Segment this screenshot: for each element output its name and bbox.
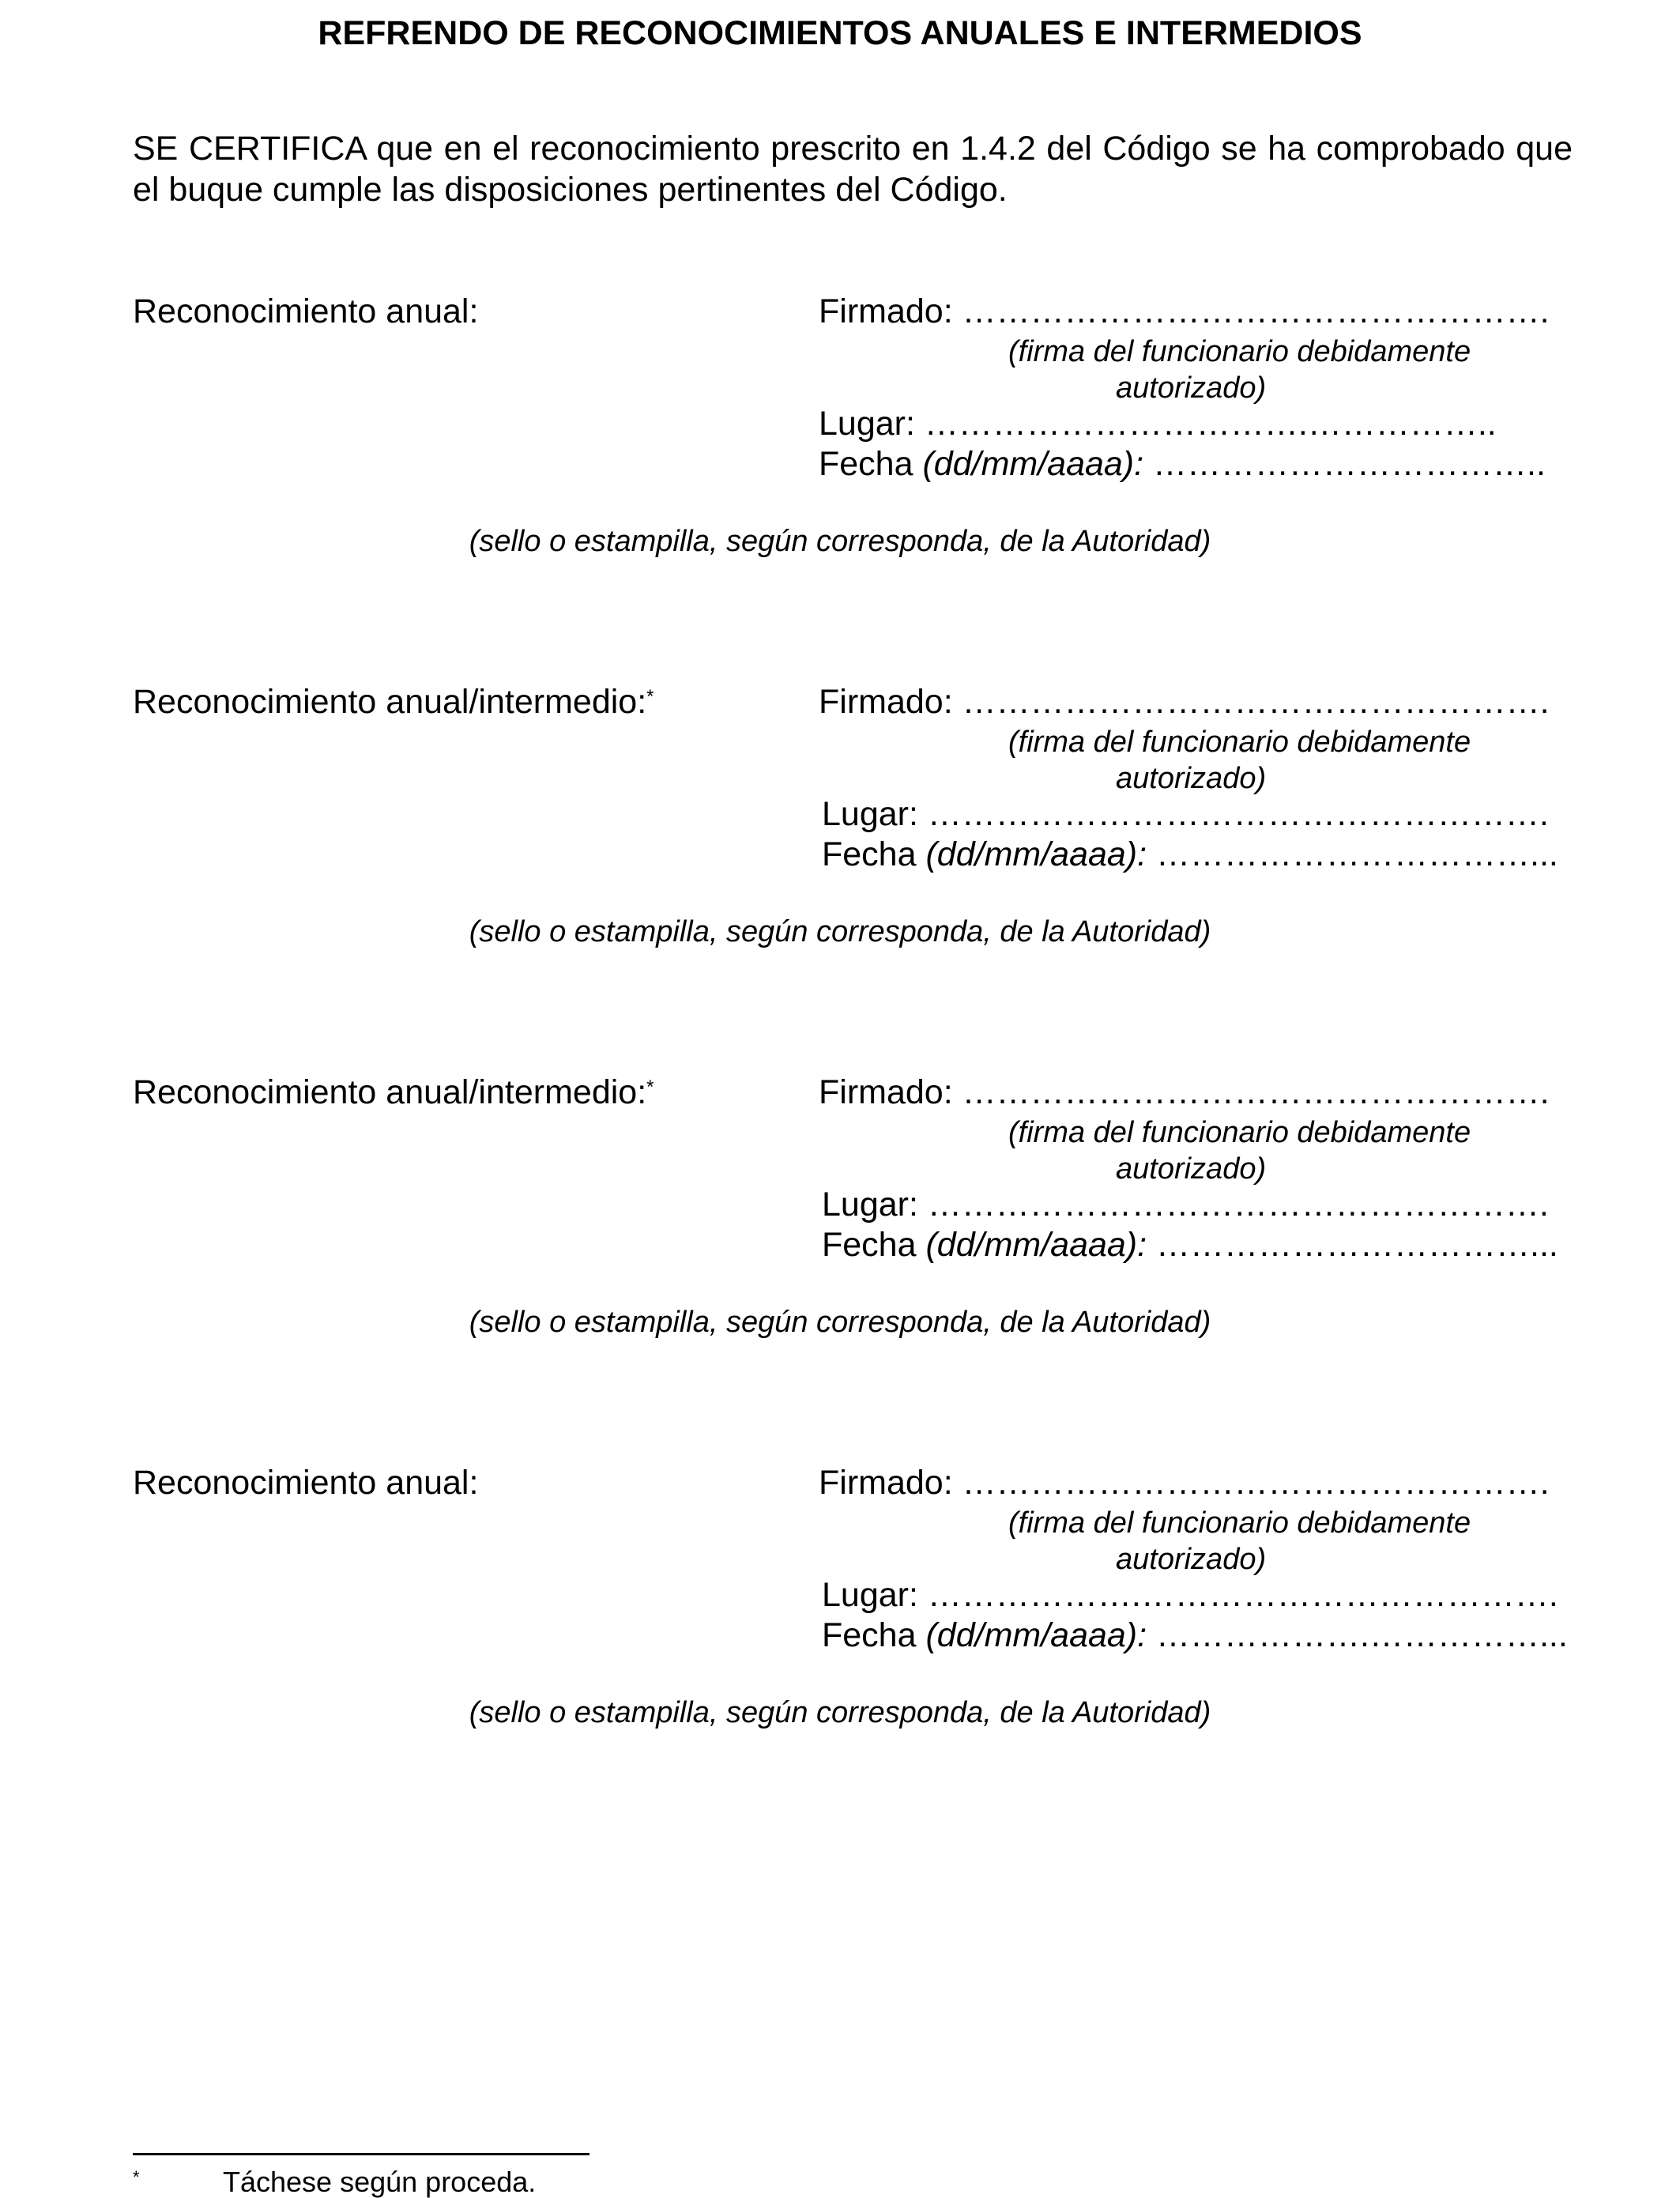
seal-note: (sello o estampilla, según corresponda, de la Autoridad) [469,1696,1211,1729]
survey-type-label [133,1072,654,1113]
seal-note: (sello o estampilla, según corresponda, de la Autoridad) [469,525,1211,558]
date-format: (dd/mm/aaaa): [922,445,1144,483]
endorsement-section [0,291,1680,623]
certification-paragraph: SE CERTIFICA que en el reconocimiento prescrito en 1.4.2 del Código se ha comprobado que el buque cumple las disposiciones pertinentes del Código. [133,130,1573,209]
document-title: REFRENDO DE RECONOCIMIENTOS ANUALES E INTERMEDIOS [318,14,1362,52]
place-field[interactable]: ……………….………………………………. [927,1576,1558,1614]
place-label: Lugar: [822,1186,918,1223]
date-label: Fecha [822,1616,917,1654]
endorsement-section [0,1462,1680,1794]
signature-field[interactable]: ……………………………………………. [962,1073,1550,1111]
date-label: Fecha [819,445,913,483]
signature-note-continued: autorizado) [1116,1152,1267,1186]
footnote-separator [133,2153,590,2155]
signed-line [819,291,1550,332]
survey-type-label [133,1462,478,1503]
signed-line [819,681,1550,722]
survey-type-text: Reconocimiento anual/intermedio: [133,1073,647,1111]
date-line [822,1224,1558,1265]
footnote-mark: * [133,2167,140,2187]
date-line [822,834,1558,875]
signed-label: Firmado: [819,292,953,330]
date-format: (dd/mm/aaaa): [925,1226,1147,1264]
footnote-text: Táchese según proceda. [223,2166,537,2198]
place-line [822,1184,1549,1225]
signed-line [819,1072,1550,1113]
signature-note-continued: autorizado) [1116,371,1267,405]
signature-note-continued: autorizado) [1116,762,1267,795]
signature-note: (firma del funcionario debidamente [1008,1116,1471,1149]
seal-note: (sello o estampilla, según corresponda, de la Autoridad) [469,1306,1211,1339]
place-line [819,403,1497,444]
signed-label: Firmado: [819,1464,953,1502]
endorsement-section [0,681,1680,1013]
place-line [822,794,1549,835]
place-line [822,1574,1558,1616]
date-field[interactable]: ……………….……………... [1156,1616,1568,1654]
signed-line [819,1462,1550,1503]
seal-note: (sello o estampilla, según corresponda, de la Autoridad) [469,915,1211,948]
place-label: Lugar: [822,795,918,833]
signature-note-continued: autorizado) [1116,1543,1267,1576]
survey-type-label [133,291,478,332]
signature-note: (firma del funcionario debidamente [1008,726,1471,759]
footnote-reference: * [646,1076,654,1098]
signed-label: Firmado: [819,1073,953,1111]
date-field[interactable]: ……………………………... [1156,835,1558,873]
survey-type-label [133,681,654,722]
survey-type-text: Reconocimiento anual: [133,1464,479,1502]
survey-type-text: Reconocimiento anual: [133,292,479,330]
signature-note: (firma del funcionario debidamente [1008,1506,1471,1540]
date-format: (dd/mm/aaaa): [925,1616,1147,1654]
signature-field[interactable]: ……………………………………………. [962,1464,1550,1502]
date-field[interactable]: …………………………….. [1153,445,1546,483]
footnote-reference: * [646,686,654,707]
signature-field[interactable]: ……………………………………………. [962,683,1550,721]
date-label: Fecha [822,1226,917,1264]
place-field[interactable]: ………………………………………………. [927,795,1549,833]
endorsement-section [0,1072,1680,1404]
signed-label: Firmado: [819,683,953,721]
signature-field[interactable]: ……………………………………………. [962,292,1550,330]
place-label: Lugar: [822,1576,918,1614]
survey-type-text: Reconocimiento anual/intermedio: [133,683,647,721]
place-field[interactable]: ………………………………………………. [927,1186,1549,1223]
place-field[interactable]: …………………………….…………….. [924,405,1497,443]
place-label: Lugar: [819,405,915,443]
date-line [822,1615,1568,1656]
date-label: Fecha [822,835,917,873]
date-line [819,443,1546,484]
date-field[interactable]: ……………………………... [1156,1226,1558,1264]
signature-note: (firma del funcionario debidamente [1008,335,1471,368]
date-format: (dd/mm/aaaa): [925,835,1147,873]
